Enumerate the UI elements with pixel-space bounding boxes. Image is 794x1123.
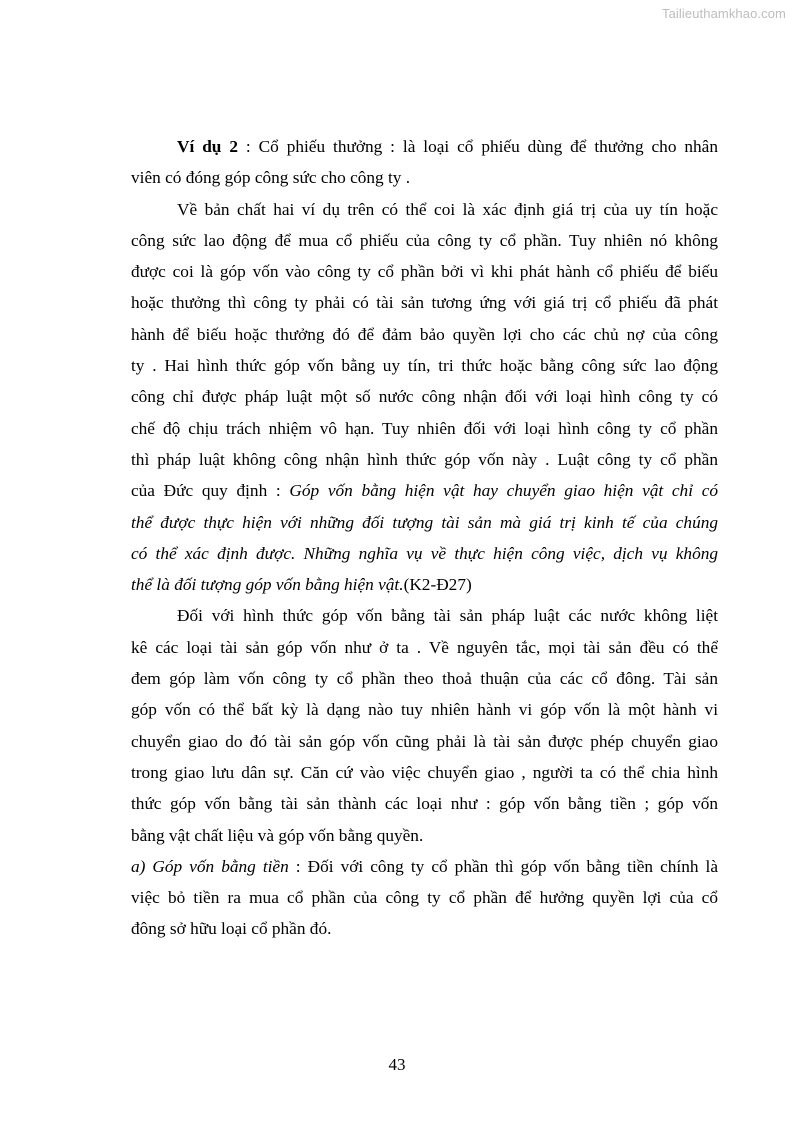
text-line: đem góp làm vốn công ty cổ phần theo thoả thuận của các cổ đông. Tài sản [131,669,718,689]
example-label: Ví dụ 2 [177,137,238,156]
text-line: góp vốn có thể bất kỳ là dạng nào tuy nhiên hành vi góp vốn là một hành vi [131,700,718,720]
text-line: được coi là góp vốn vào công ty cổ phần bởi vì khi phát hành cổ phiếu để biếu [131,262,718,282]
text-line: chế độ chịu trách nhiệm vô hạn. Tuy nhiên đối với loại hình công ty cổ phần [131,418,718,438]
text-line: Về bản chất hai ví dụ trên có thể coi là xác định giá trị của uy tín hoặc [177,199,718,219]
text-line: công chỉ được pháp luật một số nước công nhận đối với loại hình công ty có [131,387,718,407]
text-line: bằng vật chất liệu và góp vốn bằng quyền. [131,825,424,845]
text-line [131,569,718,600]
text-line: chuyển giao do đó tài sản góp vốn cũng phải là tài sản được phép chuyển giao [131,731,718,751]
paragraph-asset-contribution [131,600,718,850]
text-line [131,475,718,506]
text-line: hoặc thưởng thì công ty phải có tài sản tương ứng với giá trị cổ phiếu đã phát [131,293,718,313]
text-span: của Đức quy định : [131,481,290,501]
section-heading: a) Góp vốn bằng tiền [131,856,289,876]
watermark: Tailieuthamkhao.com [661,6,786,21]
paragraph-nature [131,194,718,601]
text-line: viên có đóng góp công sức cho công ty . [131,168,411,188]
text-line: Đối với hình thức góp vốn bằng tài sản pháp luật các nước không liệt [177,606,718,626]
page-body [131,131,718,945]
text-line: công sức lao động để mua cổ phiếu của công ty cổ phần. Tuy nhiên nó không [131,230,718,250]
text-span: : Đối với công ty cổ phần thì góp vốn bằng tiền chính là [288,856,718,876]
text-line: thức góp vốn bằng tài sản thành các loại như : góp vốn bằng tiền ; góp vốn [131,794,718,814]
citation: (K2-Đ27) [403,575,472,595]
text-line: việc bỏ tiền ra mua cổ phần của công ty cổ phần để hưởng quyền lợi của cổ [131,888,718,908]
text-line: hành để biếu hoặc thưởng đó để đảm bảo quyền lợi cho các chủ nợ của công [131,324,718,344]
text-span: : Cổ phiếu thưởng : là loại cổ phiếu dùng để thưởng cho nhân [237,137,718,156]
text-line: kê các loại tài sản góp vốn như ở ta . Về nguyên tắc, mọi tài sản đều có thể [131,637,718,657]
quoted-law-text: thể là đối tượng góp vốn bằng hiện vật. [131,575,404,595]
text-line: đông sở hữu loại cổ phần đó. [131,919,332,939]
paragraph-example-2 [131,131,718,194]
paragraph-cash-contribution [131,851,718,945]
text-line: thì pháp luật không công nhận hình thức góp vốn này . Luật công ty cổ phần [131,449,718,469]
text-line: trong giao lưu dân sự. Căn cứ vào việc chuyển giao , người ta có thể chia hình [131,762,718,782]
quoted-law-text: Góp vốn bằng hiện vật hay chuyển giao hiện vật chỉ có [289,481,718,501]
text-line [131,131,718,162]
quoted-law-line: thể được thực hiện với những đối tượng tài sản mà giá trị kinh tế của chúng [131,512,718,532]
text-line: ty . Hai hình thức góp vốn bằng uy tín, tri thức hoặc bằng công sức lao động [131,356,718,376]
text-line [131,851,718,882]
quoted-law-line: có thể xác định được. Những nghĩa vụ về thực hiện công việc, dịch vụ không [131,543,718,563]
page-number: 43 [388,1055,406,1074]
